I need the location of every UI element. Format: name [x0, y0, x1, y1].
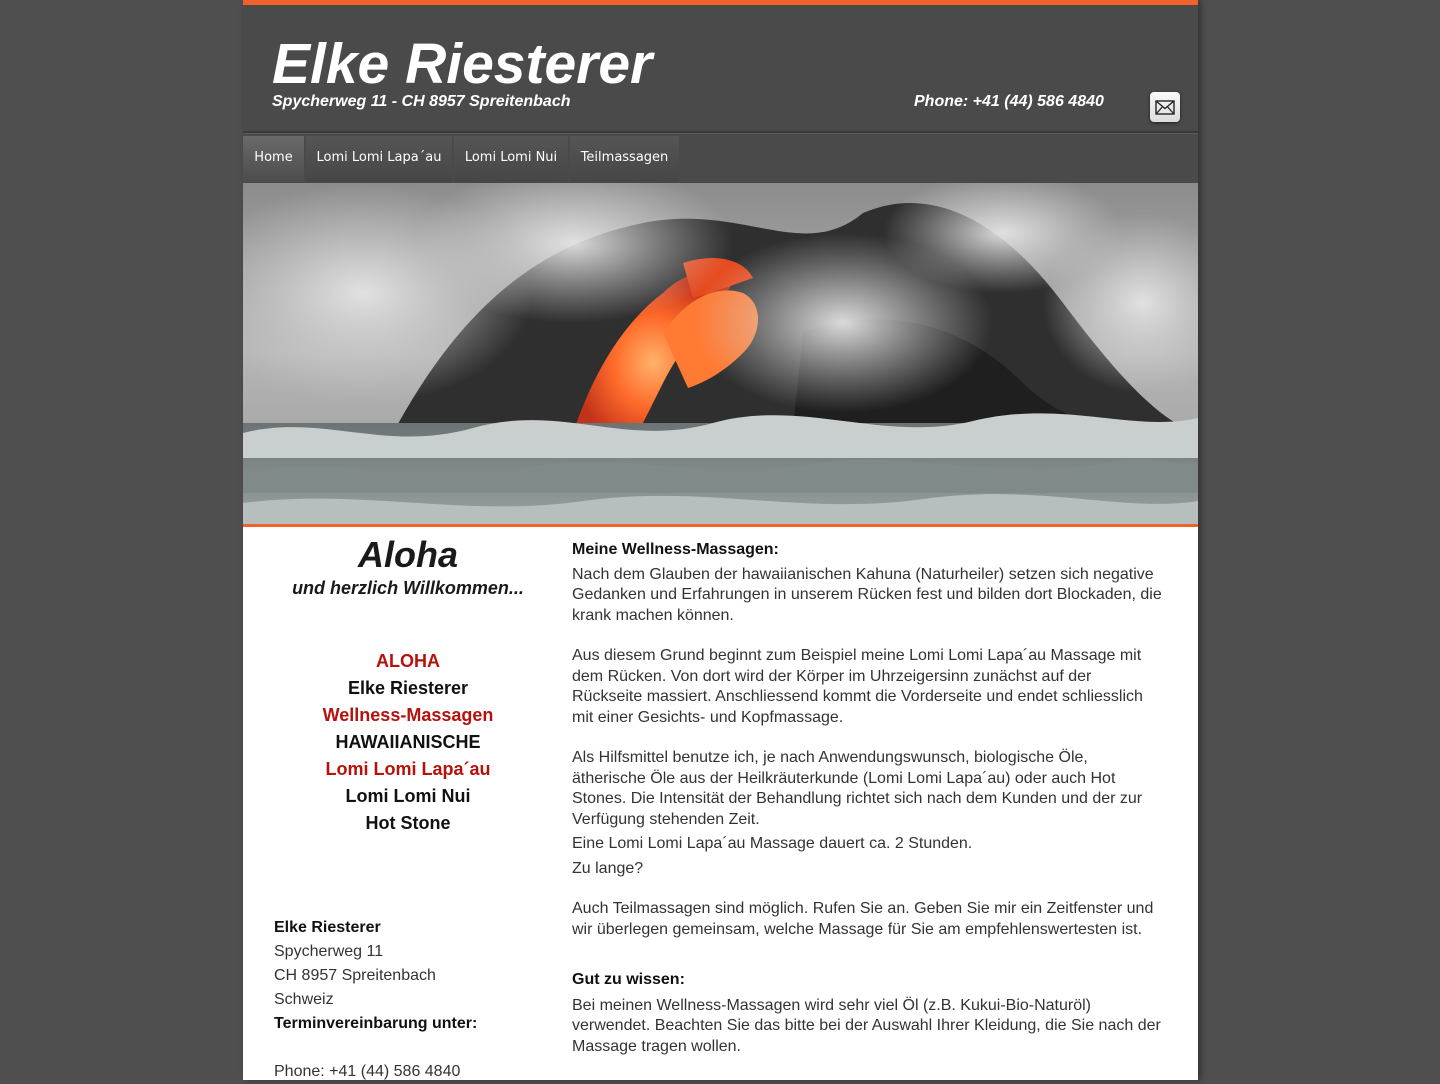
paragraph: Zu lange? — [572, 859, 644, 877]
header-phone: Phone: +41 (44) 586 4840 — [914, 93, 1104, 110]
nav-teilmassagen[interactable]: Teilmassagen — [570, 136, 679, 182]
header-address: Spycherweg 11 - CH 8957 Spreitenbach — [272, 93, 571, 110]
service-line: HAWAIIANISCHE — [335, 732, 481, 752]
service-line: ALOHA — [376, 651, 440, 671]
contact-block — [274, 916, 477, 1084]
nav-lomi-lomi-nui[interactable]: Lomi Lomi Nui — [454, 136, 568, 182]
section-heading-massagen: Meine Wellness-Massagen: — [572, 541, 779, 558]
paragraph: Bei meinen Wellness-Massagen wird sehr viel Öl (z.B. Kukui-Bio-Naturöl) verwendet. Beachten Sie das bitte bei der Auswahl Ihrer Kleidung, die Sie nach der Massage tragen wollen. — [572, 996, 1161, 1055]
paragraph: Als Hilfsmittel benutze ich, je nach Anwendungswunsch, biologische Öle, ätherische Öle aus der Heilkräuterkunde (Lomi Lomi Lapa´au) oder auch Hot Stones. Die Intensität der Behandlung richtet sich nach dem Kunden und der zur Verfügung stehenden Zeit. — [572, 749, 1143, 828]
welcome-text: und herzlich Willkommen... — [292, 578, 524, 598]
contact-street: Spycherweg 11 — [274, 943, 384, 960]
main-navigation — [243, 133, 1198, 186]
nav-home[interactable]: Home — [243, 136, 304, 182]
service-line: Elke Riesterer — [347, 678, 469, 698]
service-line: Lomi Lomi Lapa´au — [325, 759, 491, 779]
aloha-heading: Aloha — [357, 534, 458, 575]
booking-label: Terminvereinbarung unter: — [274, 1015, 478, 1032]
hero-image-lava-ocean — [243, 183, 1198, 524]
contact-name: Elke Riesterer — [274, 919, 381, 936]
contact-country: Schweiz — [274, 991, 334, 1008]
main-content — [572, 540, 1162, 1057]
contact-phone: Phone: +41 (44) 586 4840 — [274, 1063, 461, 1080]
service-line: Lomi Lomi Nui — [345, 786, 471, 806]
paragraph: Eine Lomi Lomi Lapa´au Massage dauert ca. 2 Stunden. — [572, 835, 973, 852]
service-line: Wellness-Massagen — [322, 705, 494, 725]
services-list — [243, 648, 573, 837]
paragraph: Aus diesem Grund beginnt zum Beispiel meine Lomi Lomi Lapa´au Massage mit dem Rücken. Von dort wird der Körper im Uhrzeigersinn zunächst auf der Rückseite massiert. Anschliessend kommt die Vorderseite und endet schliesslich mit einer Gesichts- und Kopfmassage. — [572, 647, 1143, 726]
page-container — [243, 0, 1198, 1080]
envelope-icon — [1155, 100, 1175, 115]
service-line: Hot Stone — [365, 813, 451, 833]
contact-city: CH 8957 Spreitenbach — [274, 967, 436, 984]
site-title[interactable]: Elke Riesterer — [272, 32, 653, 96]
paragraph: Nach dem Glauben der hawaiianischen Kahuna (Naturheiler) setzen sich negative Gedanken und Erfahrungen in unserem Rücken fest und bilden dort Blockaden, die krank machen können. — [572, 565, 1162, 624]
hero-accent-line — [243, 524, 1198, 527]
section-heading-gut-zu-wissen: Gut zu wissen: — [572, 971, 685, 988]
nav-lomi-lomi-lapaau[interactable]: Lomi Lomi Lapa´au — [306, 136, 452, 182]
site-header — [243, 5, 1198, 133]
email-button[interactable] — [1150, 92, 1180, 122]
paragraph: Auch Teilmassagen sind möglich. Rufen Sie an. Geben Sie mir ein Zeitfenster und wir überlegen gemeinsam, welche Massage für Sie am empfehlenswertesten ist. — [572, 900, 1154, 938]
